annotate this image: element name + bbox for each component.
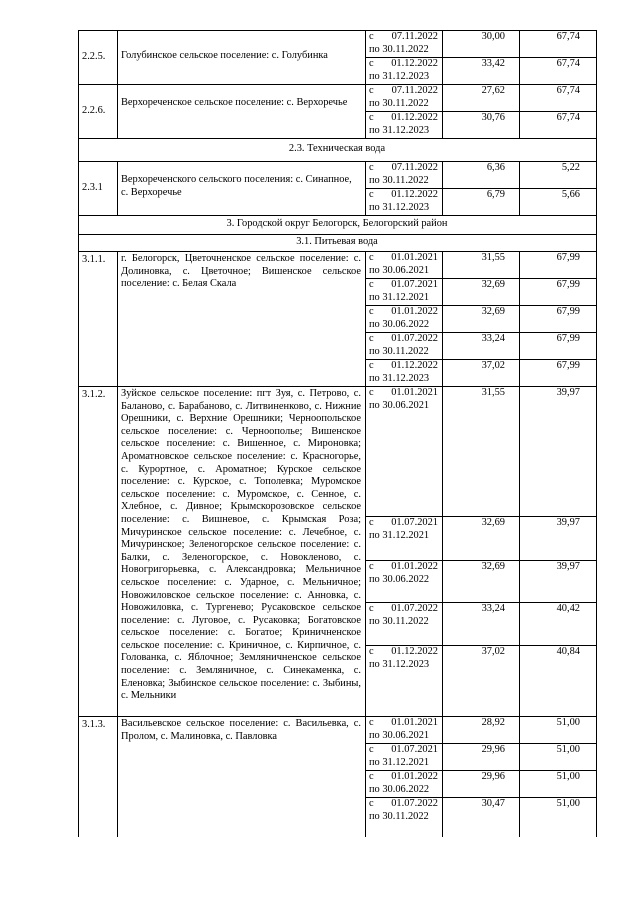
period-from: 01.07.2022 [391, 798, 438, 809]
tariff-value-2: 67,99 [556, 333, 580, 344]
period-cell [369, 771, 438, 796]
period-prefix: с [369, 306, 374, 317]
table-border [365, 386, 366, 717]
period-cell [369, 279, 438, 304]
period-from: 01.12.2022 [391, 112, 438, 123]
tariff-value-2: 5,22 [561, 162, 580, 173]
row-number: 2.3.1 [82, 182, 103, 193]
period-cell [369, 162, 438, 187]
table-border [78, 234, 597, 235]
period-prefix: с [369, 646, 374, 657]
period-from-line [369, 561, 438, 574]
table-border [442, 386, 443, 717]
period-cell [369, 744, 438, 769]
period-from: 01.07.2021 [391, 517, 438, 528]
tariff-value-2: 67,99 [556, 279, 580, 290]
period-from-line [369, 162, 438, 175]
period-prefix: с [369, 517, 374, 528]
period-from: 01.07.2021 [391, 744, 438, 755]
row-number: 3.1.3. [82, 719, 106, 730]
period-to: по 30.11.2022 [369, 174, 429, 186]
period-to: по 30.06.2022 [369, 573, 430, 585]
table-border [519, 716, 520, 837]
period-from-line [369, 189, 438, 202]
period-cell [369, 306, 438, 331]
row-number: 2.2.6. [82, 105, 106, 116]
period-prefix: с [369, 31, 374, 42]
tariff-value-1: 32,69 [481, 279, 505, 290]
tariff-value-2: 51,00 [556, 717, 580, 728]
period-from: 01.01.2021 [391, 252, 438, 263]
period-cell [369, 561, 438, 586]
period-from-line [369, 387, 438, 400]
period-from: 01.01.2022 [391, 306, 438, 317]
period-to: по 30.06.2022 [369, 318, 430, 330]
table-border [78, 215, 597, 216]
settlement-name: Верхореченское сельское поселение: с. Верхоречье [121, 97, 348, 109]
table-border [117, 386, 118, 717]
period-to: по 31.12.2021 [369, 756, 430, 768]
tariff-value-1: 32,69 [481, 306, 505, 317]
table-border [117, 84, 118, 139]
tariff-value-1: 32,69 [481, 517, 505, 528]
tariff-value-1: 33,24 [481, 603, 505, 614]
period-prefix: с [369, 252, 374, 263]
tariff-value-2: 51,00 [556, 798, 580, 809]
period-prefix: с [369, 771, 374, 782]
period-from-line [369, 306, 438, 319]
period-from: 01.12.2022 [391, 58, 438, 69]
period-to: по 31.12.2023 [369, 201, 430, 213]
period-cell [369, 58, 438, 83]
period-prefix: с [369, 717, 374, 728]
tariff-value-1: 31,55 [481, 252, 505, 263]
period-to: по 30.11.2022 [369, 615, 429, 627]
tariff-value-2: 67,74 [556, 31, 580, 42]
period-from: 07.11.2022 [391, 162, 438, 173]
tariff-value-2: 67,99 [556, 306, 580, 317]
table-border [117, 161, 118, 216]
settlement-name: Голубинское сельское поселение: с. Голубинка [121, 49, 328, 61]
period-to: по 31.12.2023 [369, 658, 430, 670]
period-from-line [369, 603, 438, 616]
tariff-value-2: 39,97 [556, 517, 580, 528]
period-cell [369, 252, 438, 277]
period-from: 01.12.2022 [391, 646, 438, 657]
period-cell [369, 85, 438, 110]
tariff-value-1: 30,00 [481, 31, 505, 42]
period-prefix: с [369, 603, 374, 614]
period-prefix: с [369, 744, 374, 755]
tariff-value-1: 31,55 [481, 387, 505, 398]
period-cell [369, 387, 438, 412]
period-from: 01.01.2021 [391, 717, 438, 728]
period-from-line [369, 333, 438, 346]
tariff-value-2: 51,00 [556, 744, 580, 755]
tariff-value-2: 67,74 [556, 58, 580, 69]
row-number: 3.1.1. [82, 254, 106, 265]
table-border [117, 251, 118, 387]
tariff-value-1: 28,92 [481, 717, 505, 728]
table-border [519, 386, 520, 717]
tariff-value-2: 67,74 [556, 112, 580, 123]
period-from: 01.01.2022 [391, 771, 438, 782]
tariff-value-1: 27,62 [481, 85, 505, 96]
period-cell [369, 189, 438, 214]
table-border [442, 716, 443, 837]
period-prefix: с [369, 561, 374, 572]
period-prefix: с [369, 85, 374, 96]
period-from-line [369, 279, 438, 292]
period-prefix: с [369, 798, 374, 809]
period-to: по 30.11.2022 [369, 97, 429, 109]
period-from-line [369, 798, 438, 811]
period-to: по 31.12.2021 [369, 529, 430, 541]
tariff-value-2: 40,84 [556, 646, 580, 657]
tariff-value-1: 30,47 [481, 798, 505, 809]
period-from-line [369, 517, 438, 530]
period-cell [369, 333, 438, 358]
row-number: 3.1.2. [82, 389, 106, 400]
period-to: по 30.11.2022 [369, 345, 429, 357]
period-from: 01.07.2022 [391, 603, 438, 614]
table-border [365, 716, 366, 837]
settlement-name: Васильевское сельское поселение: с. Васильевка, с. Пролом, с. Малиновка, с. Павловка [121, 718, 361, 742]
period-from-line [369, 112, 438, 125]
row-number: 2.2.5. [82, 51, 106, 62]
tariff-value-1: 29,96 [481, 771, 505, 782]
period-prefix: с [369, 112, 374, 123]
period-from: 01.12.2022 [391, 189, 438, 200]
period-from: 01.07.2021 [391, 279, 438, 290]
section-heading: 3. Городской округ Белогорск, Белогорский район [226, 218, 448, 229]
section-heading: 3.1. Питьевая вода [296, 236, 378, 247]
tariff-value-2: 40,42 [556, 603, 580, 614]
period-from-line [369, 717, 438, 730]
period-from-line [369, 58, 438, 71]
tariff-value-1: 6,79 [486, 189, 505, 200]
period-from-line [369, 771, 438, 784]
table-border [365, 251, 366, 387]
period-cell [369, 603, 438, 628]
period-cell [369, 717, 438, 742]
period-from-line [369, 744, 438, 757]
period-prefix: с [369, 279, 374, 290]
period-cell [369, 798, 438, 823]
tariff-value-1: 32,69 [481, 561, 505, 572]
table-border [78, 138, 597, 139]
period-prefix: с [369, 189, 374, 200]
period-to: по 30.06.2022 [369, 783, 430, 795]
period-from: 01.07.2022 [391, 333, 438, 344]
tariff-value-2: 67,99 [556, 252, 580, 263]
tariff-value-2: 67,99 [556, 360, 580, 371]
table-border [117, 30, 118, 85]
period-to: по 31.12.2023 [369, 70, 430, 82]
settlement-name: г. Белогорск, Цветочненское сельское поселение: с. Долиновка, с. Цветочное; Вишенское сельское поселение: с. Белая Скала [121, 253, 361, 290]
period-from-line [369, 31, 438, 44]
period-prefix: с [369, 162, 374, 173]
table-border [117, 716, 118, 837]
period-cell [369, 112, 438, 137]
period-prefix: с [369, 360, 374, 371]
tariff-value-2: 39,97 [556, 387, 580, 398]
section-heading: 2.3. Техническая вода [288, 143, 386, 154]
period-from-line [369, 360, 438, 373]
period-to: по 31.12.2023 [369, 124, 430, 136]
tariff-value-1: 37,02 [481, 360, 505, 371]
period-prefix: с [369, 58, 374, 69]
period-to: по 30.06.2021 [369, 729, 430, 741]
period-cell [369, 31, 438, 56]
table-border [519, 251, 520, 387]
period-from: 07.11.2022 [391, 85, 438, 96]
tariff-value-1: 37,02 [481, 646, 505, 657]
period-cell [369, 360, 438, 385]
settlement-name: Верхореченского сельского поселения: с. Синапное, с. Верхоречье [121, 174, 352, 198]
period-to: по 30.06.2021 [369, 399, 430, 411]
tariff-value-2: 67,74 [556, 85, 580, 96]
tariff-value-2: 51,00 [556, 771, 580, 782]
tariff-value-1: 33,24 [481, 333, 505, 344]
tariff-value-1: 30,76 [481, 112, 505, 123]
period-from-line [369, 85, 438, 98]
period-from: 01.12.2022 [391, 360, 438, 371]
tariff-value-1: 29,96 [481, 744, 505, 755]
period-from: 07.11.2022 [391, 31, 438, 42]
period-from: 01.01.2021 [391, 387, 438, 398]
period-cell [369, 517, 438, 542]
period-from-line [369, 646, 438, 659]
table-border [442, 251, 443, 387]
period-from-line [369, 252, 438, 265]
period-prefix: с [369, 387, 374, 398]
period-to: по 31.12.2021 [369, 291, 430, 303]
tariff-value-1: 6,36 [486, 162, 505, 173]
period-to: по 31.12.2023 [369, 372, 430, 384]
tariff-value-2: 39,97 [556, 561, 580, 572]
period-to: по 30.06.2021 [369, 264, 430, 276]
settlement-name: Зуйское сельское поселение: пгт Зуя, с. Петрово, с. Баланово, с. Барабаново, с. Литвиненково, с. Нижние Орешники, с. Верхние Орешники; Черноопольское сельское поселение: с. Черноополье; Вишенское сельское поселение: с. Вишенное, с. Мироновка; Ароматновское сельское поселение: с. Красногорье, с. Курортное, с. Ароматное; Курское сельское поселение: с. Курское, с. Тополевка; Муромское сельское поселение: с. Муромское, с. Сенное, с. Хлебное, с. Дивное; Крымскорозовское сельское поселение: с. Вишневое, с. Крымская Роза; Мичуринское сельское поселение: с. Лечебное, с. Мичуринское; Зеленогорское сельское поселение: с. Балки, с. Зеленогорское, с. Новокленово, с. Новогригорьевка, с. Александровка; Мельничное сельское поселение: с. Ударное, с. Мельничное; Новожиловское сельское поселение: с. Анновка, с. Новожиловка, с. Тургенево; Русаковское сельское поселение: с. Луговое, с. Русаковка; Богатовское сельское поселение: с. Богатое; Криничненское сельское поселение: с. Криничное, с. Кирпичное, с. Голованка, с. Яблочное; Земляничненское сельское поселение: с. Земляничное, с. Синекаменка, с. Еленовка; Зыбинское сельское поселение: с. Зыбины, с. Мельники [121, 388, 361, 702]
tariff-value-1: 33,42 [481, 58, 505, 69]
period-cell [369, 646, 438, 671]
period-from: 01.01.2022 [391, 561, 438, 572]
period-to: по 30.11.2022 [369, 43, 429, 55]
period-prefix: с [369, 333, 374, 344]
period-to: по 30.11.2022 [369, 810, 429, 822]
tariff-value-2: 5,66 [561, 189, 580, 200]
